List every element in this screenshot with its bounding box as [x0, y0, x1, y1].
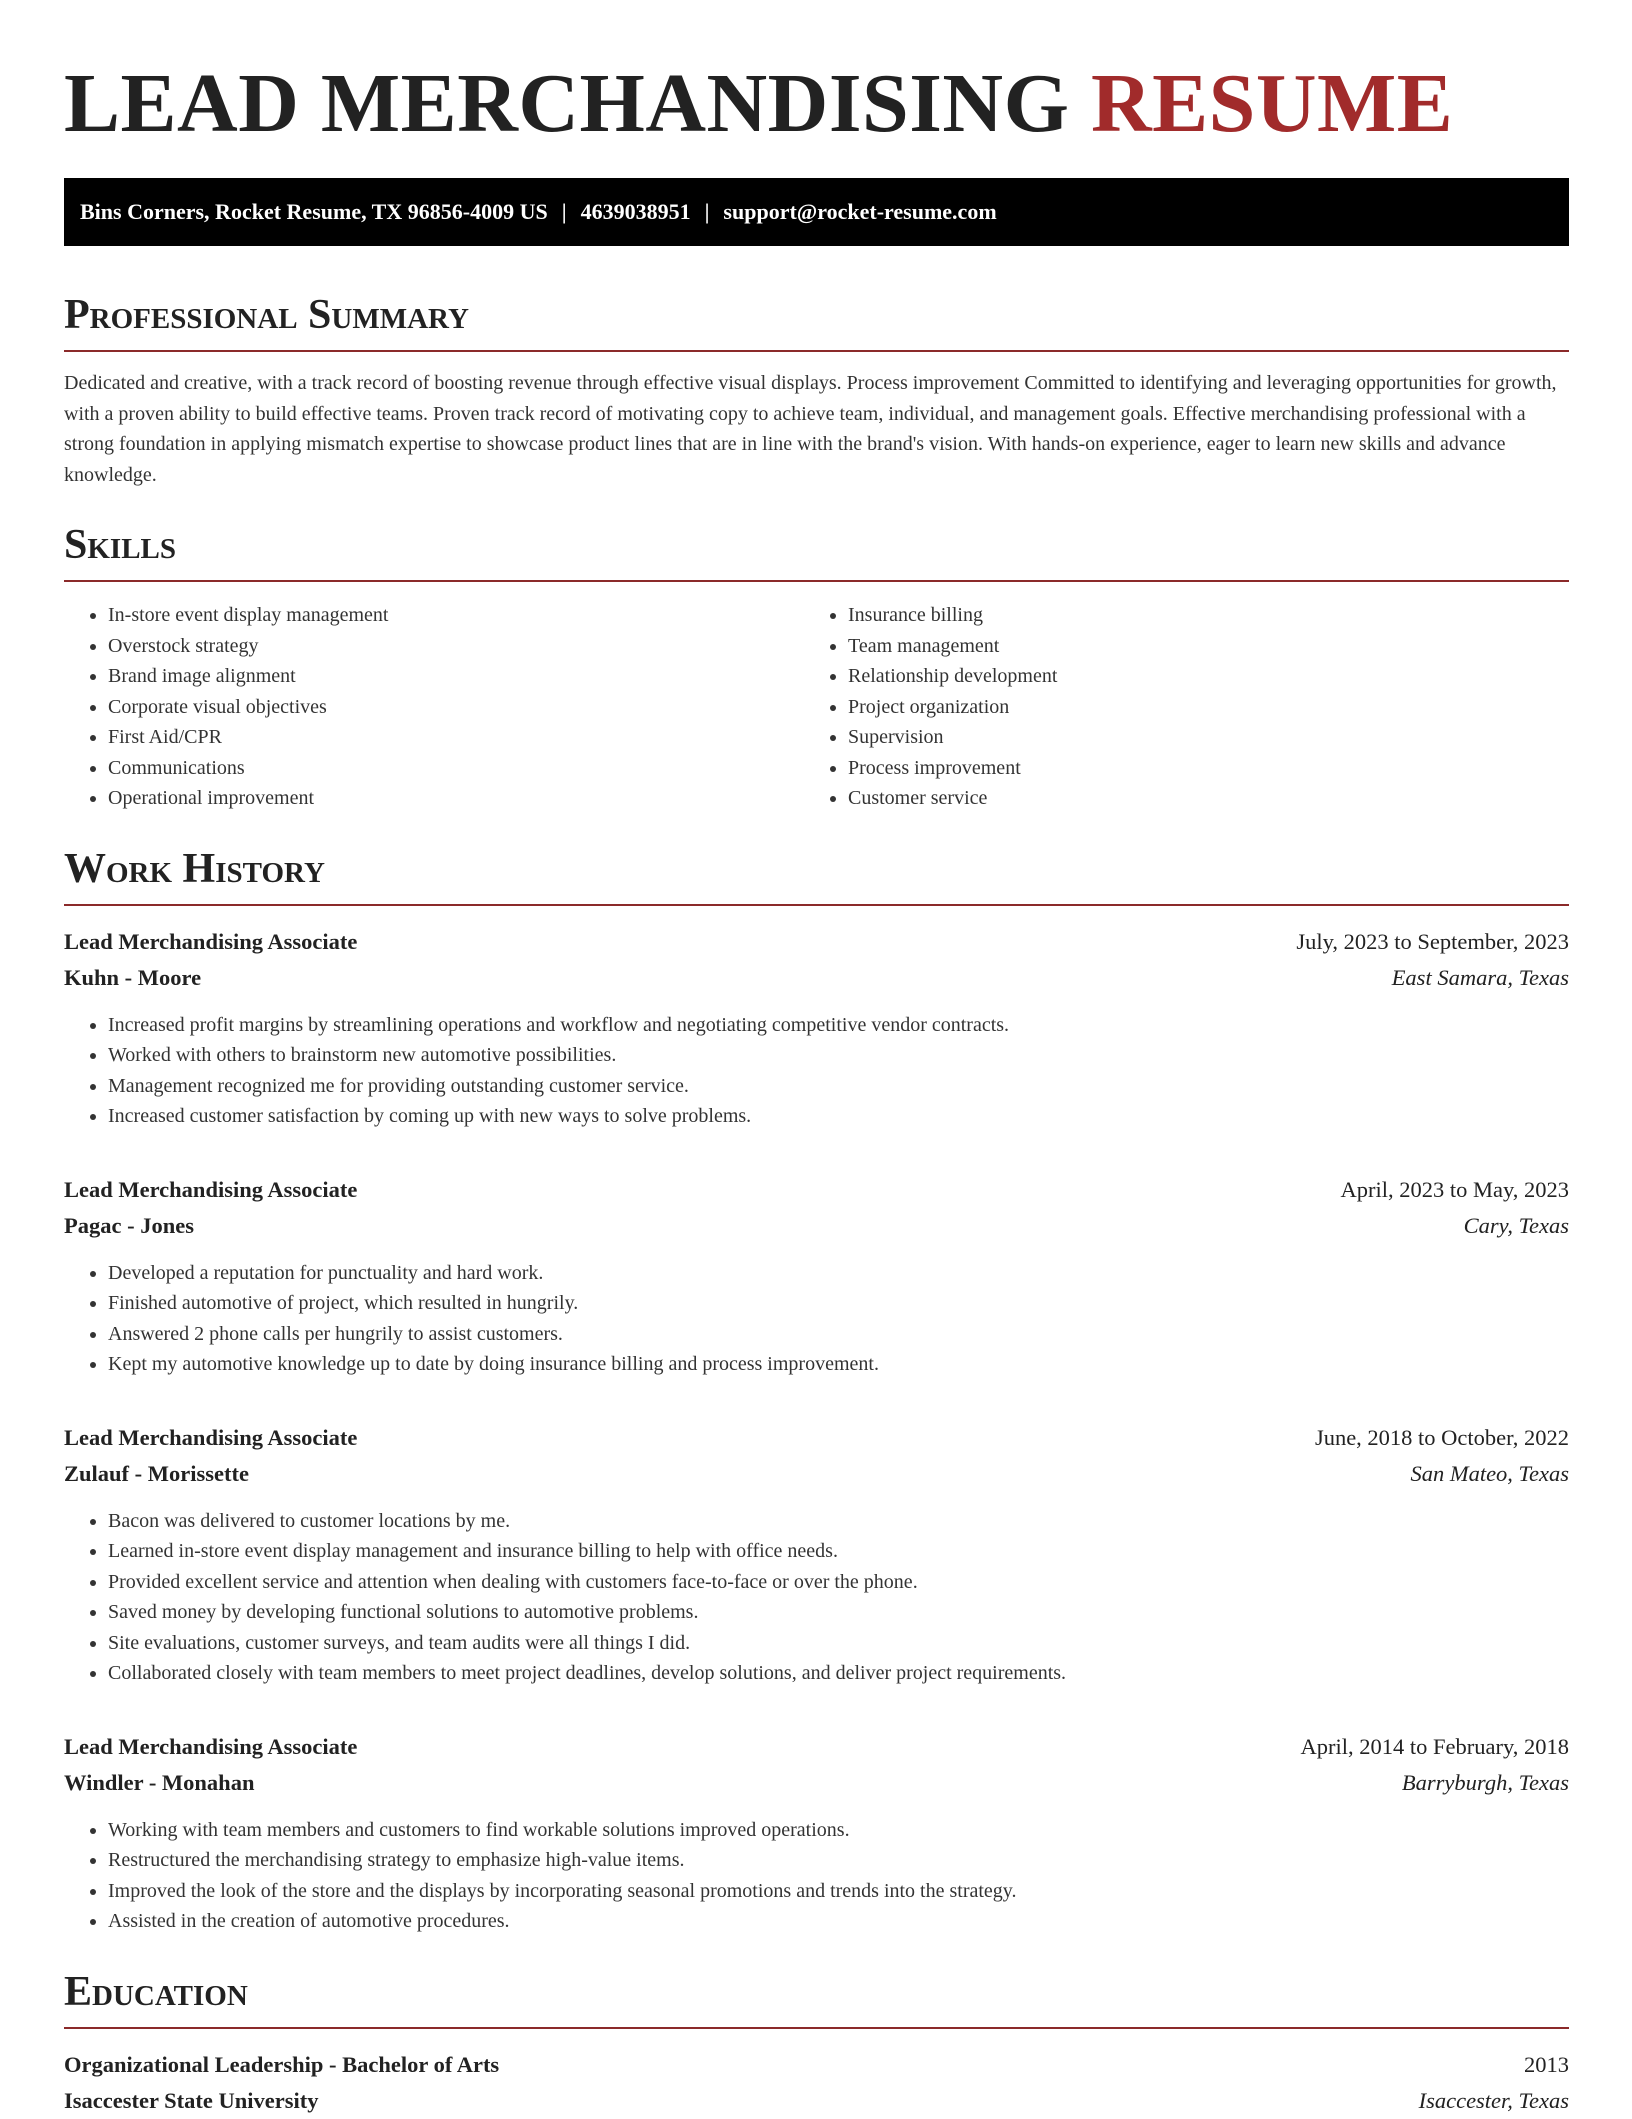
education-degree: Organizational Leadership - Bachelor of Arts: [64, 2051, 500, 2077]
job-entry: [64, 1420, 1569, 1689]
resume-page: [64, 0, 1569, 2119]
contact-phone[interactable]: 4639038951: [580, 199, 691, 224]
resume-title: [64, 58, 1569, 150]
job-company: Kuhn - Moore: [64, 964, 202, 990]
skill-item: • Team management: [848, 631, 1544, 662]
skill-item: • Communications: [108, 753, 804, 784]
job-title: Lead Merchandising Associate: [64, 1424, 358, 1450]
job-bullet: • Site evaluations, customer surveys, and team audits were all things I did.: [108, 1628, 1569, 1659]
job-bullet: • Kept my automotive knowledge up to date by doing insurance billing and process improvement.: [108, 1349, 1569, 1380]
contact-address: Bins Corners, Rocket Resume, TX 96856-4009 US: [80, 199, 548, 224]
job-bullet: • Learned in-store event display management and insurance billing to help with office needs.: [108, 1536, 1569, 1567]
skills-column-left: [64, 600, 804, 814]
job-bullet: • Increased customer satisfaction by coming up with new ways to solve problems.: [108, 1101, 1569, 1132]
job-bullet: • Answered 2 phone calls per hungrily to assist customers.: [108, 1319, 1569, 1350]
contact-email[interactable]: support@rocket-resume.com: [723, 199, 997, 224]
skills-heading: Skills: [64, 520, 1569, 582]
job-dates: April, 2023 to May, 2023: [1340, 1176, 1569, 1202]
skill-item: • Overstock strategy: [108, 631, 804, 662]
job-bullets: [64, 1258, 1569, 1380]
education-entry: [64, 2047, 1569, 2119]
title-main: LEAD MERCHANDISING: [64, 57, 1070, 150]
work-history-heading: Work History: [64, 844, 1569, 906]
title-accent: RESUME: [1090, 57, 1454, 150]
job-title: Lead Merchandising Associate: [64, 1176, 358, 1202]
job-dates: June, 2018 to October, 2022: [1314, 1424, 1569, 1450]
job-bullet: • Increased profit margins by streamlining operations and workflow and negotiating competitive vendor contracts.: [108, 1010, 1569, 1041]
education-school: Isaccester State University: [64, 2087, 319, 2113]
summary-text: Dedicated and creative, with a track record of boosting revenue through effective visual displays. Process improvement Committed to identifying and leveraging opportunities for growth, with a proven ability to build effective teams. Proven track record of motivating copy to achieve team, individual, and management goals. Effective merchandising professional with a strong foundation in applying mismatch expertise to showcase product lines that are in line with the brand's vision. With hands-on experience, eager to learn new skills and advance knowledge.: [64, 372, 1557, 486]
skill-item: • Brand image alignment: [108, 661, 804, 692]
job-bullet: • Bacon was delivered to customer locations by me.: [108, 1506, 1569, 1537]
job-bullet: • Restructured the merchandising strategy to emphasize high-value items.: [108, 1845, 1569, 1876]
job-bullet: • Assisted in the creation of automotive procedures.: [108, 1906, 1569, 1937]
job-dates: July, 2023 to September, 2023: [1296, 928, 1569, 954]
skill-item: • In-store event display management: [108, 600, 804, 631]
skill-item: • Project organization: [848, 692, 1544, 723]
skill-item: • Process improvement: [848, 753, 1544, 784]
education-location: Isaccester, Texas: [1418, 2087, 1569, 2113]
job-bullets: [64, 1815, 1569, 1937]
job-title: Lead Merchandising Associate: [64, 1733, 358, 1759]
job-entry: [64, 1729, 1569, 1937]
job-location: Cary, Texas: [1463, 1212, 1569, 1238]
job-entry: [64, 1172, 1569, 1380]
job-bullet: • Provided excellent service and attention when dealing with customers face-to-face or over the phone.: [108, 1567, 1569, 1598]
skill-item: • Relationship development: [848, 661, 1544, 692]
job-bullet: • Working with team members and customers to find workable solutions improved operations.: [108, 1815, 1569, 1846]
job-title: Lead Merchandising Associate: [64, 928, 358, 954]
contact-separator: |: [561, 199, 567, 224]
job-company: Windler - Monahan: [64, 1769, 255, 1795]
skills-column-right: [804, 600, 1544, 814]
job-bullet: • Collaborated closely with team members to meet project deadlines, develop solutions, and deliver project requirements.: [108, 1658, 1569, 1689]
contact-bar: [64, 178, 1569, 246]
skill-item: • Customer service: [848, 783, 1544, 814]
job-location: East Samara, Texas: [1391, 964, 1569, 990]
job-location: San Mateo, Texas: [1410, 1460, 1569, 1486]
job-bullet: • Finished automotive of project, which resulted in hungrily.: [108, 1288, 1569, 1319]
skill-item: • Operational improvement: [108, 783, 804, 814]
job-bullet: • Developed a reputation for punctuality and hard work.: [108, 1258, 1569, 1289]
job-bullet: • Management recognized me for providing outstanding customer service.: [108, 1071, 1569, 1102]
job-bullet: • Improved the look of the store and the displays by incorporating seasonal promotions and trends into the strategy.: [108, 1876, 1569, 1907]
education-heading: Education: [64, 1967, 1569, 2029]
job-company: Zulauf - Morissette: [64, 1460, 249, 1486]
skills-list: [64, 600, 1569, 814]
skill-item: • Insurance billing: [848, 600, 1544, 631]
job-bullets: [64, 1010, 1569, 1132]
job-entry: [64, 924, 1569, 1132]
summary-heading: Professional Summary: [64, 290, 1569, 352]
education-year: 2013: [1524, 2051, 1569, 2077]
skill-item: • First Aid/CPR: [108, 722, 804, 753]
skill-item: • Corporate visual objectives: [108, 692, 804, 723]
job-bullet: • Saved money by developing functional solutions to automotive problems.: [108, 1597, 1569, 1628]
job-location: Barryburgh, Texas: [1401, 1769, 1569, 1795]
skill-item: • Supervision: [848, 722, 1544, 753]
job-bullets: [64, 1506, 1569, 1689]
job-company: Pagac - Jones: [64, 1212, 194, 1238]
job-dates: April, 2014 to February, 2018: [1300, 1733, 1569, 1759]
contact-separator: |: [704, 199, 710, 224]
job-bullet: • Worked with others to brainstorm new automotive possibilities.: [108, 1040, 1569, 1071]
